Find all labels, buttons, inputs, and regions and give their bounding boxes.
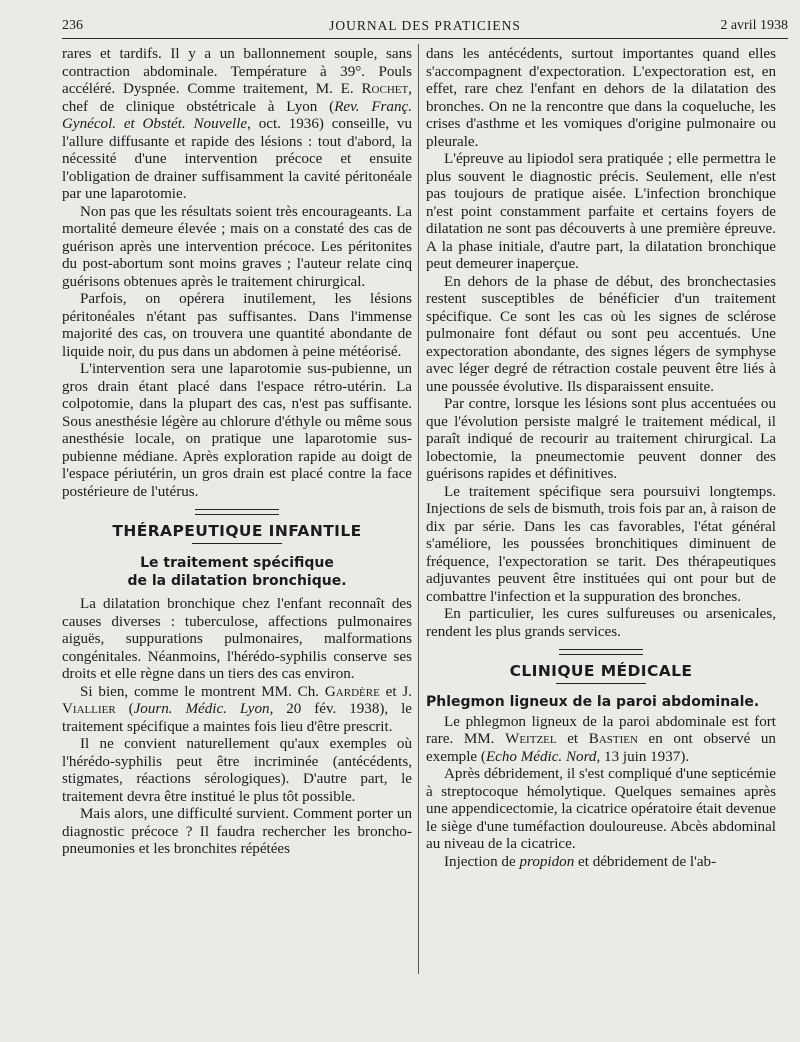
paragraph: L'épreuve au lipiodol sera pratiquée ; elle permettra le plus souvent le diagnostic précis. Seulement, elle n'est pas toujours de pratique aisée. L'infection bronchique n'est point constamment parfaite et certains foyers de dilatation ne sont pas découverts à une première épreuve. A la phase initiale, d'autre part, la dilatation bronchique peut demeurer inaperçue. xyxy=(426,151,776,272)
paragraph: En particulier, les cures sulfureuses ou arsenicales, rendent les plus grands services. xyxy=(426,606,776,640)
article-title: Le traitement spécifique de la dilatation bronchique. xyxy=(127,555,347,589)
paragraph: Si bien, comme le montrent MM. Ch. Gardère et J. Viallier (Journ. Médic. Lyon, 20 fév. 1938), le traitement spécifique a maintes fois lieu d'être prescrit. xyxy=(62,683,412,735)
author-name: Weitzel xyxy=(505,731,557,747)
paragraph: Mais alors, une difficulté survient. Comment porter un diagnostic précoce ? Il faudra rechercher les broncho-pneumonies et les bronchites répétées xyxy=(62,806,412,857)
column-divider xyxy=(418,44,419,974)
journal-reference: Echo Médic. Nord xyxy=(485,748,597,765)
page-header xyxy=(62,14,788,39)
section-heading: THÉRAPEUTIQUE INFANTILE xyxy=(112,522,362,540)
paragraph: Non pas que les résultats soient très encourageants. La mortalité demeure élevée ; mais on a constaté des cas de guérison après une intervention précoce. Les péritonites du post-abortum sont moins graves ; l'auteur relate cinq guérisons obtenues après le traitement chirurgical. xyxy=(62,203,412,290)
paragraph: L'intervention sera une laparotomie sus-pubienne, un gros drain étant placé dans l'espace rétro-utérin. La colpotomie, dans la plupart des cas, n'est pas suffisante. Sous anesthésie légère au chlorure d'éthyle ou même sous anesthésie locale, on pratique une laparotomie sus-pubienne médiane. Après exploration rapide au doigt de l'espace périutérin, un gros drain est placé contre la face postérieure de l'utérus. xyxy=(62,361,412,500)
author-name: Bastien xyxy=(588,731,638,747)
paragraph: Parfois, on opérera inutilement, les lésions péritonéales n'étant pas suffisantes. Dans l'immense majorité des cas, on trouvera une quantité abondante de liquide noir, du pus dans un abdomen à peine météorisé. xyxy=(62,291,412,360)
paragraph: Il ne convient naturellement qu'aux exemples où l'hérédo-syphilis peut être incriminée (antécédents, stigmates, réactions sérologiques). D'autre part, le traitement devra être institué le plus tôt possible. xyxy=(62,736,412,805)
heading-underline xyxy=(556,683,646,685)
author-name: Gardère xyxy=(324,683,380,700)
paragraph: Par contre, lorsque les lésions sont plus accentuées ou que l'évolution persiste malgré le traitement médical, il paraît indiqué de recourir au traitement chirurgical. La lobectomie, la pneumectomie peuvent donner des guérisons rapides et définitives. xyxy=(426,396,776,482)
journal-title: JOURNAL DES PRATICIENS xyxy=(329,18,521,33)
left-column xyxy=(62,46,412,859)
section-divider xyxy=(559,649,643,655)
paragraph: Après débridement, il s'est compliqué d'une septicémie à streptocoque hémolytique. Quelques semaines après une appendicectomie, la cicatrice opératoire était devenue le siège d'une tuméfaction douloureuse. Abcès abdominal au niveau de la cicatrice. xyxy=(426,766,776,852)
drug-name: propidon xyxy=(519,853,575,870)
journal-reference: Journ. Médic. Lyon xyxy=(133,701,270,717)
author-name: Viallier xyxy=(62,701,116,717)
issue-date: 2 avril 1938 xyxy=(720,18,788,33)
paragraph: Injection de propidon et débridement de l'ab- xyxy=(444,853,717,870)
paragraph: Le phlegmon ligneux de la paroi abdominale est fort rare. MM. Weitzel et Bastien en ont observé un exemple (Echo Médic. Nord, 13 juin 1937). xyxy=(426,713,776,765)
paragraph: Le traitement spécifique sera poursuivi longtemps. Injections de sels de bismuth, trois fois par an, à raison de dix par série. Dans les cas favorables, l'état général s'améliore, les poussées bronchitiques diminuent de fréquence, l'expectoration se tarit. Des thérapeutiques adjuvantes peuvent être instituées qui ont pour but de combattre l'infection et la suppuration des bronches. xyxy=(426,483,776,605)
author-name: Rochet xyxy=(361,81,409,97)
journal-reference: Rev. Franç. Gynécol. et Obstét. Nouvelle xyxy=(62,98,412,132)
section-heading: CLINIQUE MÉDICALE xyxy=(509,662,693,680)
heading-underline xyxy=(192,543,282,545)
paragraph: La dilatation bronchique chez l'enfant reconnaît des causes diverses : tuberculose, affections pulmonaires aiguës, suppurations pulmonaires, malformations congénitales. Néanmoins, l'hérédo-syphilis conserve ses droits et elle règne dans un tiers des cas environ. xyxy=(62,596,412,682)
paragraph: dans les antécédents, surtout importantes quand elles s'accompagnent d'expectoration. L'expectoration est, en effet, rare chez l'enfant en dehors de la dilatation des bronches. On ne la rencontre que dans la coqueluche, les crises d'asthme et les vomiques d'origine pulmonaire ou pleurale. xyxy=(426,46,776,150)
paragraph: rares et tardifs. Il y a un ballonnement souple, sans contraction abdominale. Température à 39°. Pouls accéléré. Dyspnée. Comme traitement, M. E. Rochet, chef de clinique obstétricale à Lyon (Rev. Franç. Gynécol. et Obstét. Nouvelle, oct. 1936) conseille, vu l'allure diffusante et rapide des lésions : tout d'abord, la nécessité d'une intervention précoce et ensuite l'obligation de drainer suffisamment la cavité péritonéale par une laparotomie. xyxy=(62,46,412,202)
page-number: 236 xyxy=(62,18,83,33)
article-title: Phlegmon ligneux de la paroi abdominale. xyxy=(426,694,760,710)
section-divider xyxy=(195,509,279,515)
paragraph: En dehors de la phase de début, des bronchectasies restent susceptibles de bénéficier d'un traitement spécifique. Ce sont les cas où les signes de sclérose pulmonaire font défaut ou sont peu accentués. Une expectoration abondante, des signes légers de symphyse avec léger degré de rétraction costale peuvent être liés à une poussée évolutive. Ils disparaissent ensuite. xyxy=(426,273,776,395)
right-column xyxy=(426,46,776,871)
